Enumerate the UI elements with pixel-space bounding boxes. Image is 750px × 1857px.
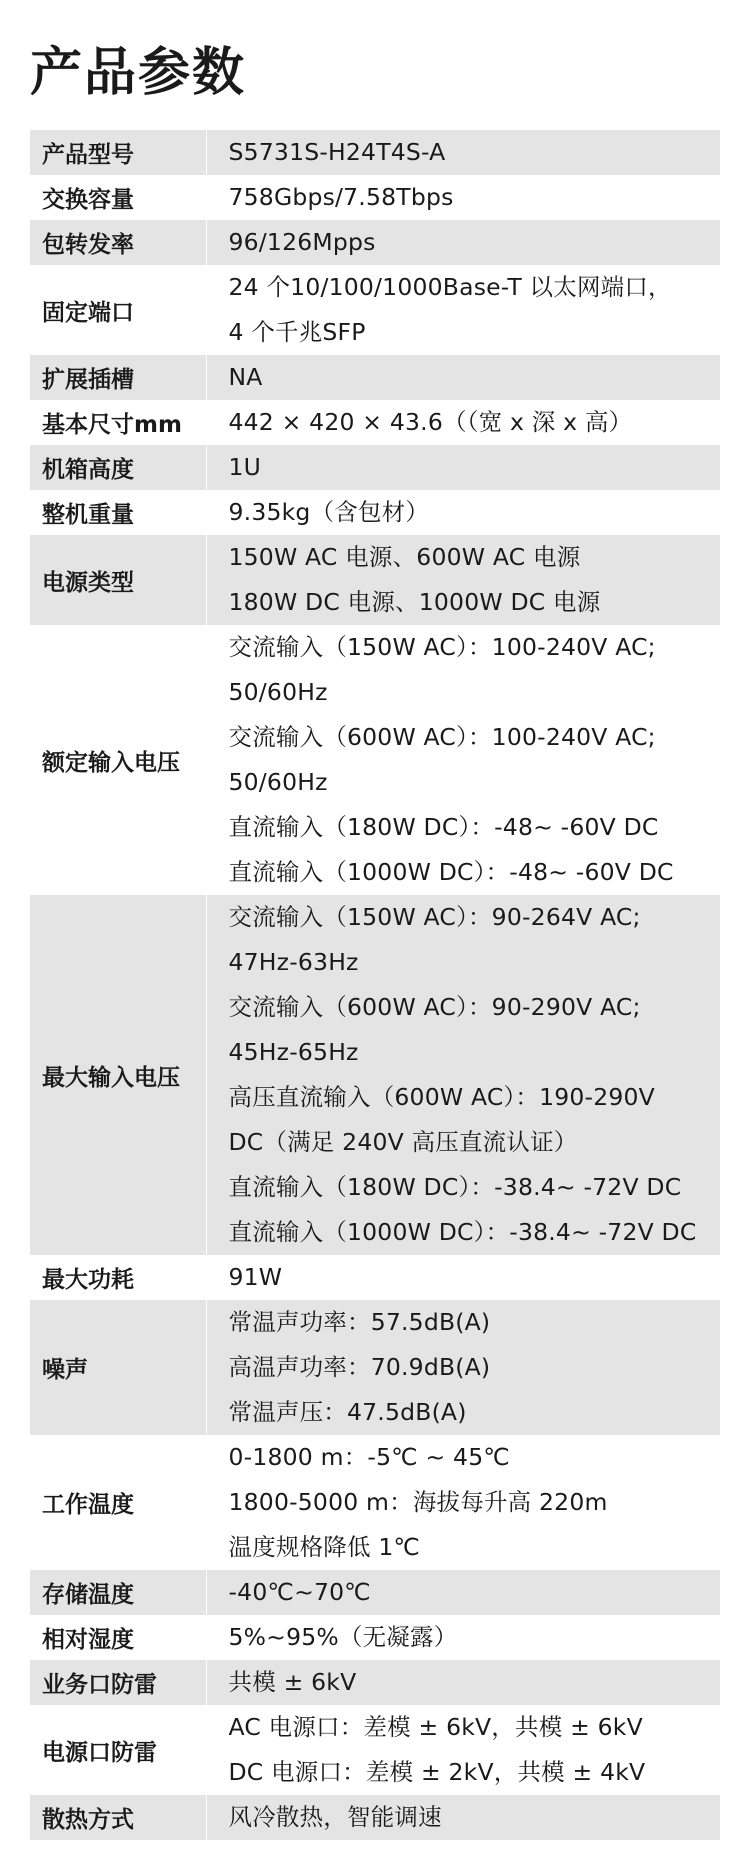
spec-row — [30, 1660, 720, 1705]
spec-row — [30, 895, 720, 1255]
spec-value-line: 0-1800 m：-5℃ ~ 45℃ — [228, 1443, 510, 1471]
spec-value-line: 180W DC 电源、1000W DC 电源 — [228, 588, 601, 616]
spec-label: 扩展插槽 — [30, 355, 206, 400]
spec-value — [206, 1300, 720, 1435]
spec-value — [206, 490, 720, 535]
spec-value-line: 直流输入（1000W DC）：-38.4~ -72V DC — [228, 1218, 697, 1246]
spec-value-line: 常温声压：47.5dB(A) — [228, 1398, 467, 1426]
spec-row — [30, 1435, 720, 1570]
spec-value-line: 温度规格降低 1℃ — [228, 1533, 421, 1561]
spec-row — [30, 1255, 720, 1300]
spec-value — [206, 130, 720, 175]
spec-row — [30, 445, 720, 490]
spec-value-line: 50/60Hz — [228, 768, 328, 796]
spec-label: 最大功耗 — [30, 1255, 206, 1300]
spec-label: 存储温度 — [30, 1570, 206, 1615]
spec-label: 包转发率 — [30, 220, 206, 265]
spec-table — [30, 130, 720, 1840]
spec-row — [30, 175, 720, 220]
spec-value — [206, 400, 720, 445]
spec-value-line: DC 电源口：差模 ± 2kV，共模 ± 4kV — [228, 1758, 646, 1786]
spec-value-line: 4 个千兆SFP — [228, 318, 366, 346]
spec-value — [206, 220, 720, 265]
spec-label: 产品型号 — [30, 130, 206, 175]
spec-value — [206, 625, 720, 895]
spec-value-line: AC 电源口：差模 ± 6kV，共模 ± 6kV — [228, 1713, 643, 1741]
spec-label: 噪声 — [30, 1300, 206, 1435]
page-title: 产品参数 — [30, 43, 247, 103]
spec-value-line: 758Gbps/7.58Tbps — [228, 183, 454, 211]
spec-value-line: 96/126Mpps — [228, 228, 376, 256]
spec-value-line: 91W — [228, 1263, 283, 1291]
spec-value — [206, 1615, 720, 1660]
spec-row — [30, 400, 720, 445]
spec-row — [30, 535, 720, 625]
spec-row — [30, 1705, 720, 1795]
spec-value-line: 直流输入（180W DC）：-38.4~ -72V DC — [228, 1173, 682, 1201]
spec-value — [206, 355, 720, 400]
spec-value-line: 常温声功率：57.5dB(A) — [228, 1308, 491, 1336]
spec-value-line: S5731S-H24T4S-A — [228, 138, 446, 166]
spec-value-line: NA — [228, 363, 263, 391]
spec-row — [30, 625, 720, 895]
spec-label: 散热方式 — [30, 1795, 206, 1840]
spec-value — [206, 265, 720, 355]
spec-value-line: 50/60Hz — [228, 678, 328, 706]
spec-row — [30, 1795, 720, 1840]
spec-label: 电源口防雷 — [30, 1705, 206, 1795]
spec-label: 电源类型 — [30, 535, 206, 625]
spec-value — [206, 1660, 720, 1705]
spec-value — [206, 895, 720, 1255]
spec-value-line: 47Hz-63Hz — [228, 948, 359, 976]
spec-value-line: 交流输入（600W AC）：100-240V AC; — [228, 723, 656, 751]
spec-row — [30, 1300, 720, 1435]
spec-value-line: 24 个10/100/1000Base-T 以太网端口， — [228, 273, 672, 301]
spec-value-line: 45Hz-65Hz — [228, 1038, 359, 1066]
spec-label: 基本尺寸mm — [30, 400, 206, 445]
spec-row — [30, 1615, 720, 1660]
spec-value — [206, 1705, 720, 1795]
spec-value-line: -40℃~70℃ — [228, 1578, 371, 1606]
spec-label: 交换容量 — [30, 175, 206, 220]
spec-value-line: 高压直流输入（600W AC）：190-290V — [228, 1083, 655, 1111]
spec-value — [206, 175, 720, 220]
spec-value-line: 交流输入（600W AC）：90-290V AC; — [228, 993, 641, 1021]
spec-value-line: 442 × 420 × 43.6（（宽 x 深 x 高） — [228, 408, 633, 436]
spec-value-line: 9.35kg（含包材） — [228, 498, 430, 526]
spec-row — [30, 130, 720, 175]
spec-value — [206, 535, 720, 625]
spec-label: 固定端口 — [30, 265, 206, 355]
spec-value — [206, 1795, 720, 1840]
spec-row — [30, 265, 720, 355]
spec-value — [206, 1570, 720, 1615]
spec-value-line: 1U — [228, 453, 262, 481]
spec-value-line: 共模 ± 6kV — [228, 1668, 357, 1696]
spec-row — [30, 490, 720, 535]
spec-label: 最大输入电压 — [30, 895, 206, 1255]
spec-label: 整机重量 — [30, 490, 206, 535]
spec-value — [206, 1255, 720, 1300]
spec-row — [30, 1570, 720, 1615]
spec-value-line: 直流输入（1000W DC）：-48~ -60V DC — [228, 858, 674, 886]
spec-value-line: 150W AC 电源、600W AC 电源 — [228, 543, 581, 571]
spec-value — [206, 1435, 720, 1570]
spec-value-line: 直流输入（180W DC）：-48~ -60V DC — [228, 813, 659, 841]
spec-value — [206, 445, 720, 490]
spec-value-line: 交流输入（150W AC）：90-264V AC; — [228, 903, 641, 931]
spec-value-line: 5%~95%（无凝露） — [228, 1623, 458, 1651]
spec-label: 业务口防雷 — [30, 1660, 206, 1705]
spec-row — [30, 355, 720, 400]
spec-label: 相对湿度 — [30, 1615, 206, 1660]
spec-value-line: 1800-5000 m：海拔每升高 220m — [228, 1488, 608, 1516]
spec-value-line: DC（满足 240V 高压直流认证） — [228, 1128, 578, 1156]
spec-value-line: 风冷散热，智能调速 — [228, 1803, 442, 1831]
spec-label: 工作温度 — [30, 1435, 206, 1570]
spec-label: 机箱高度 — [30, 445, 206, 490]
spec-value-line: 交流输入（150W AC）：100-240V AC; — [228, 633, 656, 661]
spec-label: 额定输入电压 — [30, 625, 206, 895]
spec-value-line: 高温声功率：70.9dB(A) — [228, 1353, 491, 1381]
spec-row — [30, 220, 720, 265]
